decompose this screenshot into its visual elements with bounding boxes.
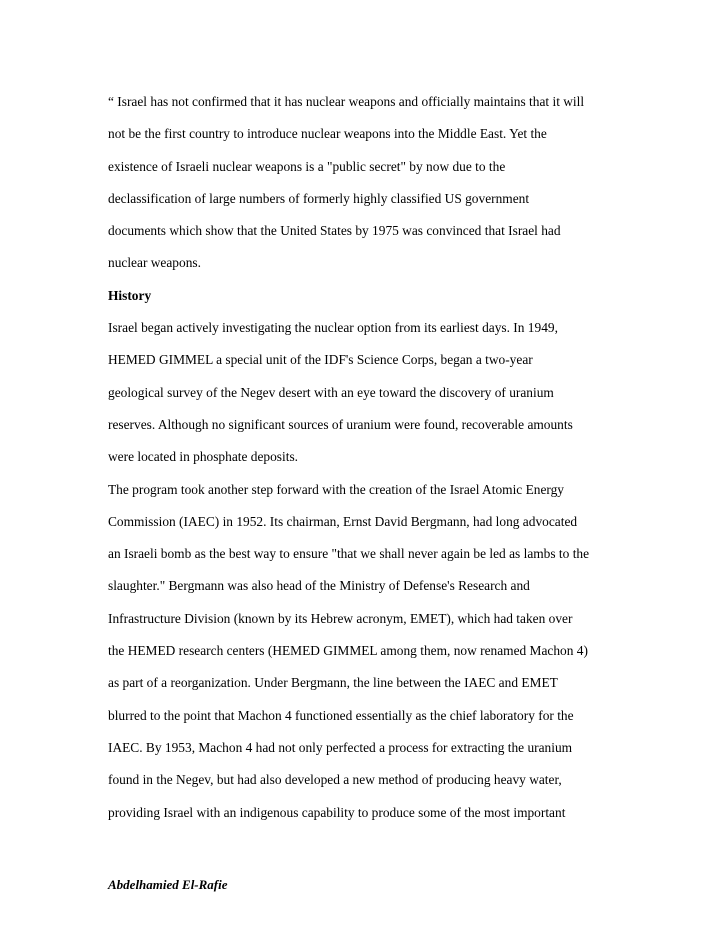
section-heading: History	[108, 287, 152, 303]
text-line: slaughter." Bergmann was also head of the Ministry of Defense's Research and	[108, 578, 530, 594]
text-line: nuclear weapons.	[108, 255, 201, 271]
text-line: declassification of large numbers of formerly highly classified US government	[108, 190, 530, 206]
text-line: existence of Israeli nuclear weapons is a "public secret" by now due to the	[108, 158, 506, 174]
text-line: providing Israel with an indigenous capability to produce some of the most important	[108, 804, 566, 820]
text-line: documents which show that the United States by 1975 was convinced that Israel had	[108, 223, 561, 239]
text-line: Israel began actively investigating the nuclear option from its earliest days. In 1949,	[108, 320, 558, 336]
text-line: geological survey of the Negev desert with an eye toward the discovery of uranium	[108, 384, 554, 400]
text-line: were located in phosphate deposits.	[108, 449, 299, 465]
text-line: as part of a reorganization. Under Bergmann, the line between the IAEC and EMET	[108, 675, 558, 691]
text-line: blurred to the point that Machon 4 functioned essentially as the chief laboratory for the	[108, 707, 574, 723]
page-footer-author: Abdelhamied El-Rafie	[108, 877, 228, 892]
text-line: Commission (IAEC) in 1952. Its chairman, Ernst David Bergmann, had long advocated	[108, 513, 578, 529]
text-line: reserves. Although no significant sources of uranium were found, recoverable amounts	[108, 416, 573, 432]
text-line: found in the Negev, but had also developed a new method of producing heavy water,	[108, 772, 562, 788]
text-line: IAEC. By 1953, Machon 4 had not only perfected a process for extracting the uranium	[108, 739, 573, 755]
text-line: HEMED GIMMEL a special unit of the IDF's Science Corps, began a two-year	[108, 352, 533, 368]
body-text	[108, 86, 628, 829]
text-line: “ Israel has not confirmed that it has nuclear weapons and officially maintains that it will	[108, 94, 585, 109]
text-line: the HEMED research centers (HEMED GIMMEL among them, now renamed Machon 4)	[108, 643, 588, 659]
text-line: The program took another step forward with the creation of the Israel Atomic Energy	[108, 481, 565, 497]
text-line: an Israeli bomb as the best way to ensure "that we shall never again be led as lambs to the	[108, 546, 590, 562]
text-line: Infrastructure Division (known by its Hebrew acronym, EMET), which had taken over	[108, 610, 573, 626]
text-line: not be the first country to introduce nuclear weapons into the Middle East. Yet the	[108, 126, 547, 142]
